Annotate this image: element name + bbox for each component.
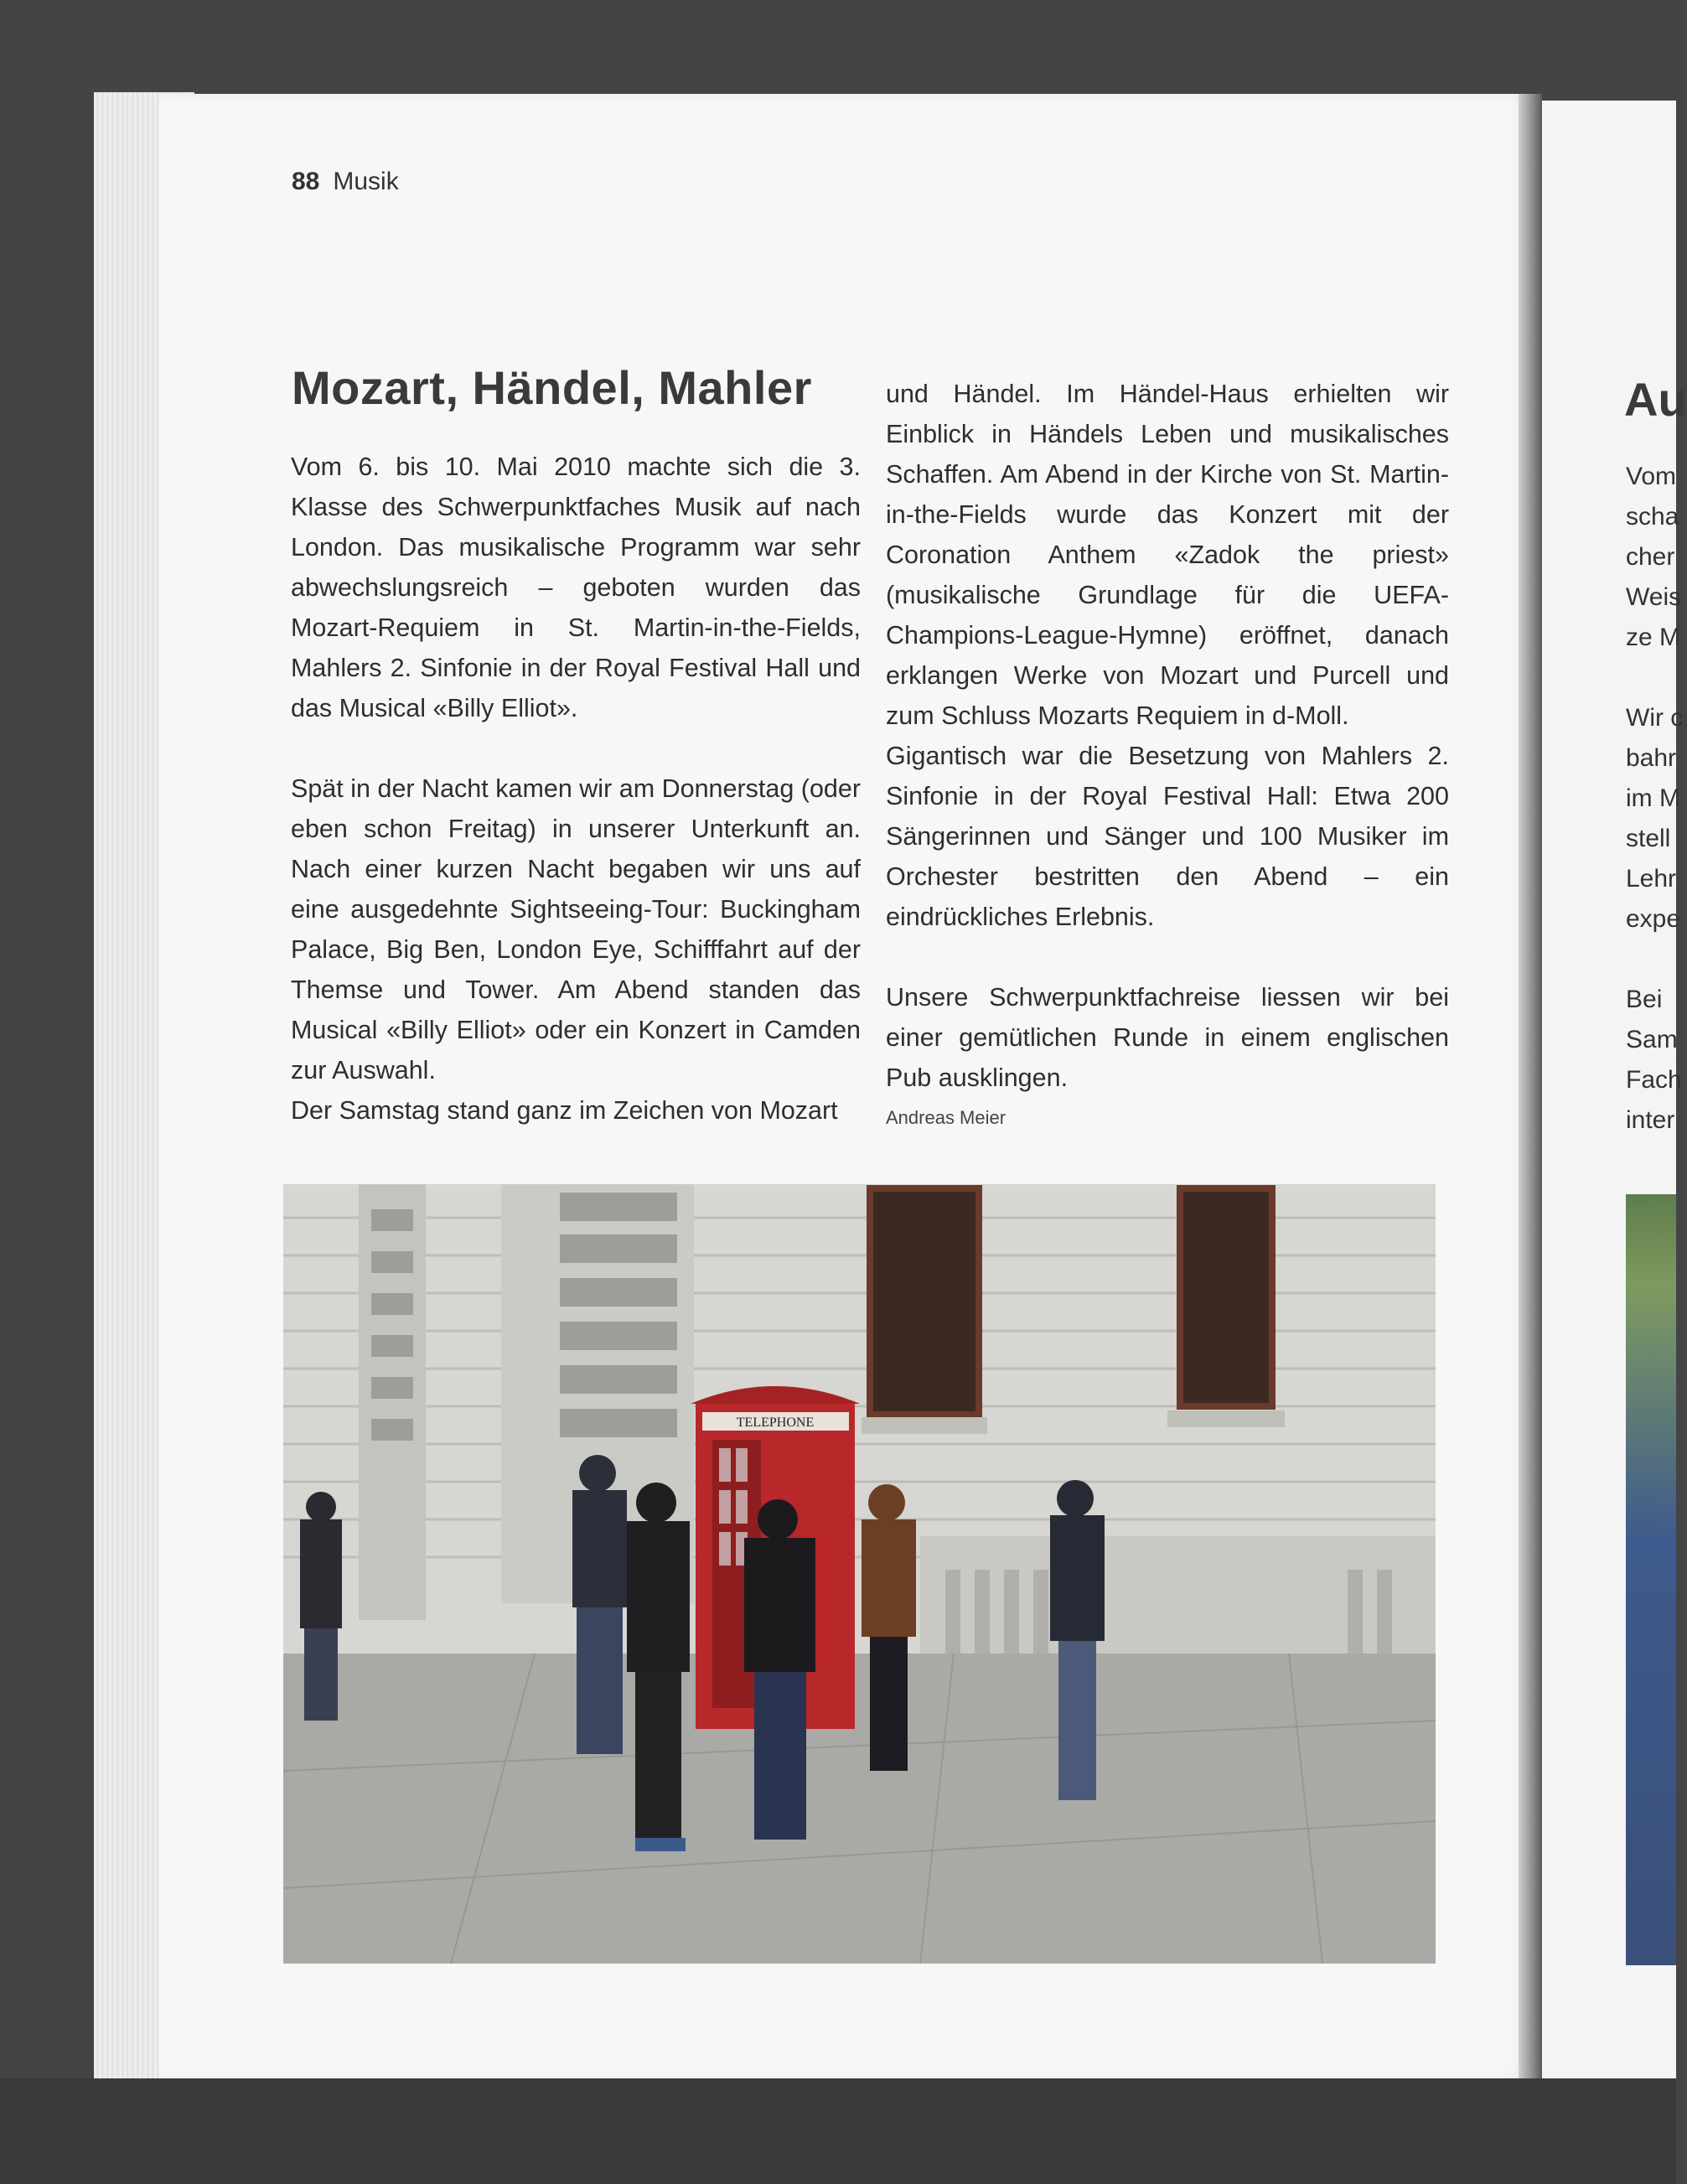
page-number: 88	[292, 168, 320, 195]
paragraph: Unsere Schwerpunktfachreise liessen wir bei einer gemütlichen Runde in einem englischen Pub ausklingen.	[886, 983, 1449, 1092]
right-page-line: scha	[1626, 503, 1679, 530]
person	[300, 1492, 342, 1721]
paragraph: Vom 6. bis 10. Mai 2010 machte sich die 3. Klasse des Schwerpunktfaches Musik auf nach London. Das musikalische Programm war sehr abwechslungsreich – geboten wurden das Mozart-Requiem in St. Martin-in-the-Fields, Mahlers 2. Sinfonie in der Royal Festival Hall und das Musical «Billy Elliot».	[291, 453, 861, 722]
phone-box-sign: TELEPHONE	[736, 1415, 815, 1430]
running-head	[292, 168, 399, 196]
right-page-clip	[1542, 0, 1687, 2184]
right-page-line: Sam	[1626, 1026, 1678, 1053]
right-page-line: expe	[1626, 905, 1681, 933]
article-title: Mozart, Händel, Mahler	[292, 361, 812, 414]
paragraph: Spät in der Nacht kamen wir am Donnerstag (oder eben schon Freitag) in unserer Unterkunft an. Nach einer kurzen Nacht begaben wir uns auf eine ausgedehnte Sightseeing-Tour: Buckingham Palace, Big Ben, London Eye, Schifffahrt auf der Themse und Tower. Am Abend standen das Musical «Billy Elliot» oder ein Konzert in Camden zur Auswahl.	[291, 774, 861, 1084]
window	[1180, 1188, 1272, 1406]
paragraph: Gigantisch war die Besetzung von Mahlers 2. Sinfonie in der Royal Festival Hall: Etwa 200 Sängerinnen und Sänger und 100 Musiker im Orchester bestritten den Abend – ein eindrückliches Erlebnis.	[886, 742, 1449, 931]
right-page-line: Vom	[1626, 463, 1677, 490]
right-page-line: Lehr	[1626, 865, 1677, 893]
corner-pillar	[359, 1184, 426, 1620]
paragraph: und Händel. Im Händel-Haus erhielten wir Einblick in Händels Leben und musikalisches Schaffen. Am Abend in der Kirche von St. Martin-in-the-Fields wurde das Konzert mit der Coronation Anthem «Zadok the priest» (musikalische Grundlage für die UEFA-Champions-League-Hymne) eröffnet, danach erklangen Werke von Mozart und Purcell und zum Schluss Mozarts Requiem in d-Moll.	[886, 380, 1449, 730]
book-gutter	[1519, 94, 1542, 2078]
right-page-line: Bei	[1626, 986, 1663, 1013]
section-name: Musik	[333, 168, 399, 195]
right-page-photo	[1626, 1194, 1676, 1965]
window-sill	[862, 1417, 987, 1434]
paragraph: Der Samstag stand ganz im Zeichen von Mozart	[291, 1096, 838, 1125]
right-page-line: Wir c	[1626, 704, 1684, 732]
window	[870, 1188, 979, 1415]
right-page-line: Fach	[1626, 1066, 1682, 1094]
person	[744, 1499, 815, 1840]
scan-background	[0, 2078, 1676, 2184]
right-page-line: stell	[1626, 825, 1671, 852]
author-byline: Andreas Meier	[886, 1107, 1007, 1128]
article-photo	[283, 1184, 1436, 1964]
article-column-1	[291, 447, 861, 1131]
person	[627, 1483, 690, 1851]
right-page-line: inter	[1626, 1106, 1675, 1134]
person	[572, 1455, 627, 1754]
right-page-line: ze M	[1626, 624, 1681, 651]
right-page-title: Au	[1624, 373, 1687, 426]
window-sill	[1167, 1410, 1285, 1427]
london-street-photo	[283, 1184, 1436, 1964]
article-column-2	[886, 374, 1449, 1135]
right-page-line: im M	[1626, 784, 1680, 812]
pavement	[283, 1654, 1436, 1964]
right-page-line: Weis	[1626, 583, 1682, 611]
right-page-line: bahr	[1626, 744, 1677, 772]
right-page-line: cher	[1626, 543, 1675, 571]
